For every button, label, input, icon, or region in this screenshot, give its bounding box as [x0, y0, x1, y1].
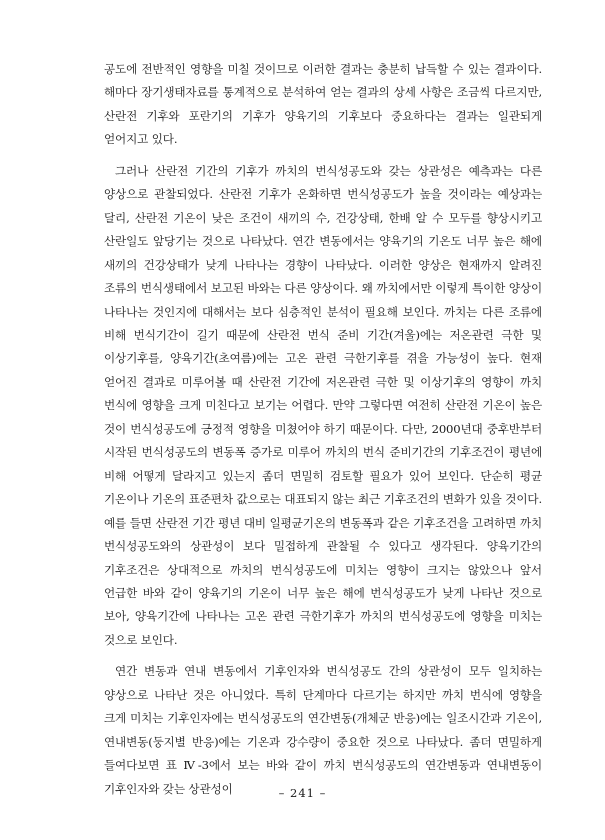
page-number: – 241 – — [278, 786, 327, 800]
paragraph-1: 공도에 전반적인 영향을 미칠 것이므로 이러한 결과는 충분히 납득할 수 있는 결과이다. 해마다 장기생태자료를 통계적으로 분석하여 얻는 결과의 상세 사항은 조금씩 다르지만, 산란전 기후와 포란기의 기후가 양육기의 기후보다 중요하다는 결과는 일관되게 얻어지고 있다. — [104, 62, 542, 147]
paragraph-2: 그러나 산란전 기간의 기후가 까치의 번식성공도와 갖는 상관성은 예측과는 다른 양상으로 관찰되었다. 산란전 기후가 온화하면 번식성공도가 높을 것이라는 예상과는 달리, 산란전 기온이 낮은 조건이 새끼의 수, 건강상태, 한배 알 수 모두를 향상시키고 산란일도 앞당기는 것으로 나타났다. 연간 변동에서는 양육기의 기온도 너무 높은 해에 새끼의 건강상태가 낮게 나타나는 경향이 나타났다. 이러한 양상은 현재까지 알려진 조류의 번식생태에서 보고된 바와는 다른 양상이다. 왜 까치에서만 이렇게 특이한 양상이 나타나는 것인지에 대해서는 보다 심층적인 분석이 필요해 보인다. 까치는 다른 조류에 비해 번식기간이 길기 때문에 산란전 번식 준비 기간(겨울)에는 저온관련 극한 및 이상기후를, 양육기간(초여름)에는 고온 관련 극한기후를 겪을 가능성이 높다. 현재 얻어진 결과로 미루어볼 때 산란전 기간에 저온관련 극한 및 이상기후의 영향이 까치 번식에 영향을 크게 미친다고 보기는 어렵다. 만약 그렇다면 여전히 산란전 기온이 높은 것이 번식성공도에 긍정적 영향을 미쳤어야 하기 때문이다. 다만, 2000년대 중후반부터 시작된 번식성공도의 변동폭 증가로 미루어 까치의 번식 준비기간의 기후조건이 평년에 비해 어떻게 달라지고 있는지 좀더 면밀히 검토할 필요가 있어 보인다. 단순히 평균 기온이나 기온의 표준편차 값으로는 대표되지 않는 최근 기후조건의 변화가 있을 것이다. 예를 들면 산란전 기간 평년 대비 일평균기온의 변동폭과 같은 기후조건을 고려하면 까치 번식성공도와의 상관성이 보다 밀접하게 관찰될 수 있다고 생각된다. 양육기간의 기후조건은 상대적으로 까치의 번식성공도에 미치는 영향이 크지는 않았으나 앞서 언급한 바와 같이 양육기의 기온이 너무 높은 해에 번식성공도가 낮게 나타난 것으로 보아, 양육기간에 나타나는 고온 관련 극한기후가 까치의 번식성공도에 영향을 미치는 것으로 보인다. — [104, 163, 542, 647]
document-body — [104, 58, 542, 809]
paragraph-3: 연간 변동과 연내 변동에서 기후인자와 번식성공도 간의 상관성이 모두 일치하는 양상으로 나타난 것은 아니었다. 특히 단계마다 다르기는 하지만 까치 번식에 영향을 크게 미치는 기후인자에는 번식성공도의 연간변동(개체군 반응)에는 일조시간과 기온이, 연내변동(둥지별 반응)에는 기온과 강수량이 중요한 것으로 나타났다. 좀더 면밀하게 들여다보면 표 Ⅳ-3에서 보는 바와 같이 까치 번식성공도의 연간변동과 연내변동이 기후인자와 갖는 상관성이 — [104, 664, 542, 796]
